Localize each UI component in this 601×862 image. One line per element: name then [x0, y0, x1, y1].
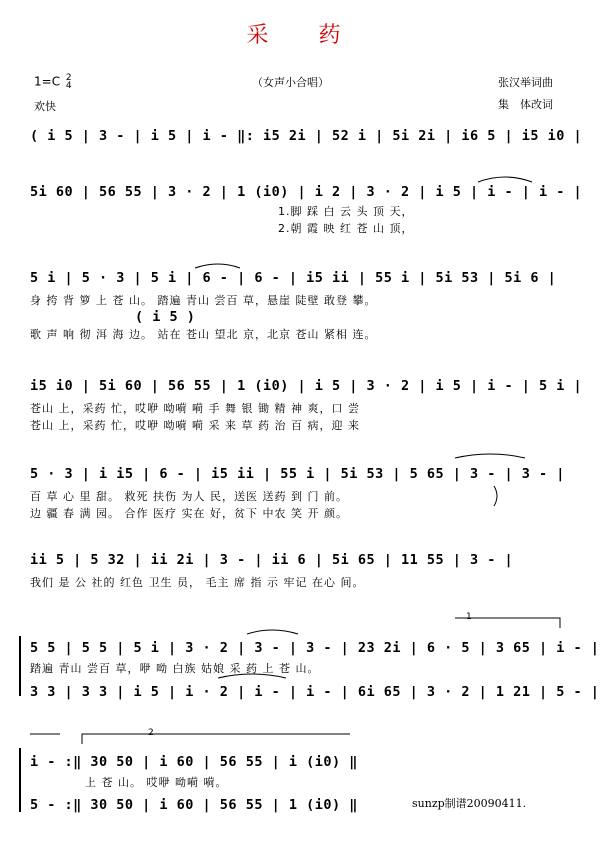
lyrics-row-8: 上 苍 山。 哎咿 呦嗬 嗬。 [85, 776, 228, 789]
notation-row-2: 5i 60 | 56 55 | 3 · 2 | 1 (i0) | i 2 | 3 · 2 | i 5 | i - | i - | [30, 184, 583, 200]
lyrics-row-3-verse-2: 歌 声 响 彻 洱 海 边。 站在 苍山 望北 京，北京 苍山 紧相 连。 [30, 328, 377, 341]
credit-music: 张汉举词曲 [498, 76, 553, 89]
lyrics-row-2-verse-2: 2.朝 霞 映 红 苍 山 顶， [278, 222, 414, 235]
volta-2-bracket [82, 734, 350, 744]
lyrics-row-3-verse-1: 身 挎 背 箩 上 苍 山。 踏遍 青山 尝百 草，悬崖 陡壁 敢登 攀。 [30, 294, 377, 307]
lyrics-brace [494, 486, 497, 506]
alternate-notes: ( i 5 ) [135, 309, 196, 325]
volta-1-bracket [455, 618, 560, 628]
key-label: 1=C [34, 74, 61, 89]
lyrics-row-5-verse-2: 边 疆 春 满 园。 合作 医疗 实在 好，贫下 中农 笑 开 颜。 [30, 507, 348, 520]
notation-row-5: 5 · 3 | i i5 | 6 - | i5 ii | 55 i | 5i 53 | 5 65 | 3 - | 3 - | [30, 466, 565, 482]
notation-row-6: ii 5 | 5 32 | ii 2i | 3 - | ii 6 | 5i 65 | 11 55 | 3 - | [30, 552, 514, 568]
lyrics-row-7: 踏遍 青山 尝百 草，咿 呦 白族 姑娘 采 药 上 苍 山。 [30, 662, 320, 675]
volta-2-label: 2 [148, 728, 154, 738]
notation-row-4: i5 i0 | 5i 60 | 56 55 | 1 (i0) | i 5 | 3 · 2 | i 5 | i - | 5 i | [30, 378, 583, 394]
volta-1-label: 1 [466, 612, 472, 622]
slur-1 [478, 177, 532, 182]
lyrics-row-5-verse-1: 百 草 心 里 甜。 救死 扶伤 为人 民，送医 送药 到 门 前。 [30, 490, 348, 503]
notation-row-8-lower: 5 - :‖ 30 50 | i 60 | 56 55 | 1 (i0) ‖ [30, 797, 358, 813]
lyrics-row-2-verse-1: 1.脚 踩 白 云 头 顶 天， [278, 205, 414, 218]
notation-row-8-upper: i - :‖ 30 50 | i 60 | 56 55 | i (i0) ‖ [30, 754, 358, 770]
lyrics-row-4-verse-1: 苍山 上，采药 忙，哎咿 呦嗬 嗬 手 舞 银 锄 精 神 爽，口 尝 [30, 402, 360, 415]
slur-3 [455, 454, 525, 458]
notation-row-1: ( i 5 | 3 - | i 5 | i - ‖: i5 2i | 52 i | 5i 2i | i6 5 | i5 i0 | [30, 128, 583, 144]
time-denominator: 4 [65, 81, 72, 91]
lyrics-row-4-verse-2: 苍山 上，采药 忙，哎咿 呦嗬 嗬 采 来 草 药 治 百 病，迎 来 [30, 419, 360, 432]
notation-row-7-upper: 5 5 | 5 5 | 5 i | 3 · 2 | 3 - | 3 - | 23 2i | 6 · 5 | 3 65 | i - | [30, 640, 600, 656]
credit-lyrics: 集 体改词 [498, 98, 553, 111]
notation-row-3: 5 i | 5 · 3 | 5 i | 6 - | 6 - | i5 ii | 55 i | 5i 53 | 5i 6 | [30, 270, 557, 286]
performance-note: （女声小合唱） [252, 76, 329, 89]
notation-row-7-lower: 3 3 | 3 3 | i 5 | i · 2 | i - | i - | 6i 65 | 3 · 2 | 1 21 | 5 - | [30, 684, 600, 700]
slur-2 [195, 264, 240, 268]
time-numerator: 2 [65, 73, 72, 83]
slur-4 [247, 630, 298, 634]
lyrics-row-6: 我们 是 公 社的 红色 卫生 员， 毛主 席 指 示 牢记 在心 间。 [30, 576, 365, 589]
song-title: 采 药 [246, 23, 355, 48]
slur-5 [218, 674, 286, 678]
tempo-marking: 欢快 [34, 100, 56, 113]
transcriber-signature: sunzp制谱20090411. [412, 797, 527, 810]
